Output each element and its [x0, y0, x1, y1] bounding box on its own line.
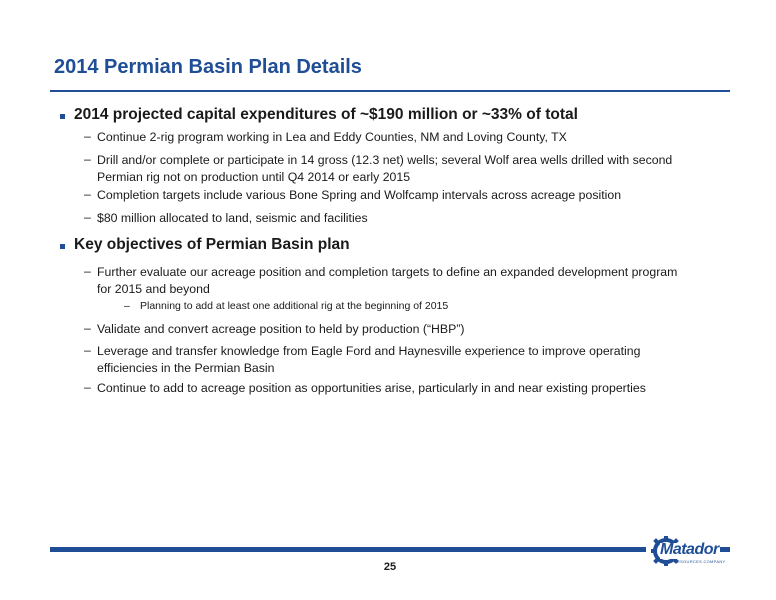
list-item: Completion targets include various Bone Spring and Wolfcamp intervals across acreage position	[97, 188, 622, 202]
dash-bullet: –	[84, 380, 91, 394]
list-subitem: Planning to add at least one additional rig at the beginning of 2015	[140, 300, 449, 312]
dash-bullet: –	[124, 300, 130, 312]
dash-bullet: –	[84, 210, 91, 224]
dash-bullet: –	[84, 129, 91, 143]
page-number: 25	[383, 561, 397, 573]
dash-bullet: –	[84, 321, 91, 335]
page-title: 2014 Permian Basin Plan Details	[54, 56, 362, 78]
matador-gear-logo-icon	[646, 531, 728, 571]
list-item: Continue 2-rig program working in Lea and Eddy Counties, NM and Loving County, TX	[97, 130, 567, 144]
list-item: $80 million allocated to land, seismic and facilities	[97, 211, 368, 225]
dash-bullet: –	[84, 343, 91, 357]
list-item: Validate and convert acreage position to held by production (“HBP”)	[97, 322, 465, 336]
list-item: Continue to add to acreage position as opportunities arise, particularly in and near existing properties	[97, 381, 646, 395]
logo-wordmark: Matador	[660, 541, 719, 558]
square-bullet-icon	[60, 114, 65, 119]
dash-bullet: –	[84, 152, 91, 166]
dash-bullet: –	[84, 187, 91, 201]
list-item: Leverage and transfer knowledge from Eagle Ford and Haynesville experience to improve operating efficiencies in the Permian Basin	[97, 344, 641, 375]
dash-bullet: –	[84, 264, 91, 278]
list-item: Further evaluate our acreage position and completion targets to define an expanded development program for 2015 and beyond	[97, 265, 678, 296]
logo-tagline: RESOURCES COMPANY	[674, 559, 726, 564]
footer-bar	[50, 547, 646, 552]
square-bullet-icon	[60, 244, 65, 249]
section-heading: 2014 projected capital expenditures of ~$190 million or ~33% of total	[74, 106, 578, 123]
list-item: Drill and/or complete or participate in 14 gross (12.3 net) wells; several Wolf area wells drilled with second Permian rig not on production until Q4 2014 or early 2015	[97, 153, 673, 184]
title-divider	[50, 90, 730, 92]
section-heading: Key objectives of Permian Basin plan	[74, 236, 350, 253]
